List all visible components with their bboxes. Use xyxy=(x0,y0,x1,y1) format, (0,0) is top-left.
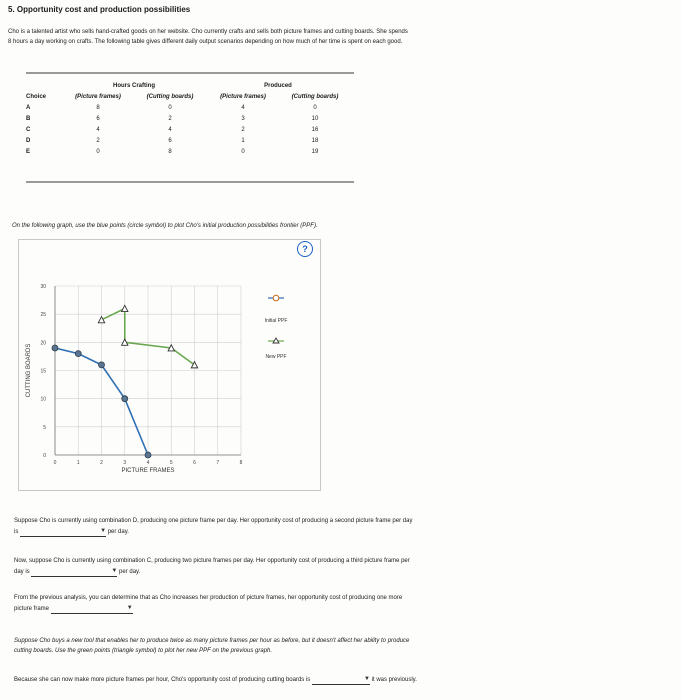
y-tick-label: 25 xyxy=(40,312,46,319)
y-tick-label: 15 xyxy=(40,368,46,375)
question-1-suffix: per day. xyxy=(107,529,129,535)
initial-ppf-point[interactable] xyxy=(52,345,58,351)
table-row xyxy=(26,135,350,146)
cell-hours-boards: 0 xyxy=(168,104,172,111)
question-4-line-1: Suppose Cho buys a new tool that enables her to produce twice as many picture frames per hour as before, but it doesn't affect her ability to produce xyxy=(14,638,410,644)
question-2-text: Now, suppose Cho is currently using combination C, producing two picture frames per day. Her opportunity cost of producing a third picture frame per xyxy=(14,558,410,564)
cell-produced-frames: 0 xyxy=(241,148,245,155)
cell-hours-frames: 0 xyxy=(96,148,100,155)
dropdown-arrow-icon: ▼ xyxy=(364,676,370,682)
legend-new-label: New PPF xyxy=(265,354,287,360)
page-title: 5. Opportunity cost and production possibilities xyxy=(8,5,191,14)
cell-produced-frames: 3 xyxy=(241,115,245,122)
header-produced-frames: (Picture frames) xyxy=(220,93,266,100)
new-ppf-point[interactable] xyxy=(122,305,128,311)
question-5-suffix: it was previously. xyxy=(371,677,417,683)
y-tick-label: 5 xyxy=(43,424,46,431)
question-1 xyxy=(14,516,534,537)
question-5-text: Because she can now make more picture frames per hour, Cho's opportunity cost of producing cutting boards is xyxy=(14,677,311,683)
ppf-graph xyxy=(18,239,319,489)
table-bottom-rule xyxy=(26,181,354,183)
table-top-rule xyxy=(26,72,354,74)
cell-produced-frames: 2 xyxy=(241,126,245,133)
legend-initial-circle-icon[interactable] xyxy=(273,295,279,301)
cell-choice: A xyxy=(26,104,31,111)
graph-legend[interactable] xyxy=(265,295,288,360)
graph-instructions: On the following graph, use the blue points (circle symbol) to plot Cho's initial production possibilities frontier (PPF). xyxy=(12,223,318,229)
cell-produced-boards: 0 xyxy=(313,104,317,111)
question-2-prefix: day is xyxy=(14,569,30,575)
cell-choice: D xyxy=(26,137,31,144)
cell-produced-frames: 1 xyxy=(241,137,245,144)
header-hours-boards: (Cutting boards) xyxy=(146,93,194,100)
y-axis-label: CUTTING BOARDS xyxy=(26,343,32,398)
question-3 xyxy=(14,593,534,614)
cell-choice: C xyxy=(26,126,31,133)
cell-produced-boards: 10 xyxy=(311,115,319,122)
x-tick-label: 6 xyxy=(193,460,196,466)
question-5 xyxy=(14,674,634,685)
x-tick-label: 0 xyxy=(53,460,57,466)
cell-hours-boards: 2 xyxy=(168,115,172,122)
cell-choice: B xyxy=(26,115,31,122)
question-1-text: Suppose Cho is currently using combination D, producing one picture frame per day. Her opportunity cost of producing a second picture frame per day xyxy=(14,518,413,524)
table-col-header xyxy=(26,91,350,102)
cell-produced-boards: 19 xyxy=(311,148,319,155)
question-4-line-2: cutting boards. Use the green points (triangle symbol) to plot her new PPF on the previous graph. xyxy=(14,648,273,654)
cell-hours-boards: 6 xyxy=(168,137,172,144)
intro-line-2: 8 hours a day working on crafts. The following table gives different daily output scenarios depending on how much of her time is spent on each good. xyxy=(8,39,403,45)
help-button[interactable]: ? xyxy=(297,241,313,257)
question-3-prefix: picture frame xyxy=(14,606,50,612)
cell-choice: E xyxy=(26,148,31,155)
header-produced: Produced xyxy=(264,82,292,89)
intro-text xyxy=(8,27,528,47)
new-ppf-point[interactable] xyxy=(98,317,104,323)
y-tick-label: 0 xyxy=(43,453,46,459)
x-tick-label: 8 xyxy=(239,460,243,466)
cell-produced-boards: 16 xyxy=(311,126,319,133)
question-3-line xyxy=(14,603,534,614)
x-tick-label: 3 xyxy=(123,460,127,466)
question-2-suffix: per day. xyxy=(119,569,141,575)
cell-hours-frames: 4 xyxy=(96,126,100,133)
question-2-line xyxy=(14,566,534,577)
q2-dropdown[interactable] xyxy=(31,566,117,577)
y-tick-label: 20 xyxy=(40,340,46,347)
header-produced-boards: (Cutting boards) xyxy=(291,93,339,100)
intro-line-1: Cho is a talented artist who sells hand-crafted goods on her website. Cho currently crafts and sells both picture frames and cutting boards. She spends xyxy=(8,29,408,35)
cell-hours-frames: 6 xyxy=(96,115,100,122)
x-axis-label: PICTURE FRAMES xyxy=(121,468,175,474)
x-tick-label: 2 xyxy=(100,460,103,466)
dropdown-arrow-icon: ▼ xyxy=(100,528,107,534)
header-hours-frames: (Picture frames) xyxy=(75,93,121,100)
initial-ppf-point[interactable] xyxy=(122,396,128,402)
initial-ppf-point[interactable] xyxy=(145,452,151,458)
cell-produced-frames: 4 xyxy=(241,104,245,111)
question-1-prefix: is xyxy=(14,529,19,535)
q3-dropdown[interactable] xyxy=(51,603,133,614)
x-tick-label: 1 xyxy=(76,460,80,466)
q5-dropdown[interactable] xyxy=(312,674,370,685)
y-tick-label: 10 xyxy=(40,396,46,403)
initial-ppf-point[interactable] xyxy=(75,351,81,357)
legend-initial-label: Initial PPF xyxy=(264,318,288,324)
cell-hours-frames: 8 xyxy=(96,104,100,111)
table-row xyxy=(26,124,350,135)
question-4 xyxy=(14,636,534,656)
table-group-header xyxy=(26,80,350,91)
y-tick-label: 30 xyxy=(40,284,46,290)
x-tick-label: 7 xyxy=(216,460,220,466)
question-3-text: From the previous analysis, you can determine that as Cho increases her production of picture frames, her opportunity cost of producing one more xyxy=(14,595,403,601)
q1-dropdown[interactable] xyxy=(20,526,106,537)
dropdown-arrow-icon: ▼ xyxy=(111,568,118,574)
x-tick-label: 4 xyxy=(146,460,150,466)
production-table xyxy=(26,80,350,157)
question-2 xyxy=(14,556,534,577)
graph-axes xyxy=(26,284,243,474)
header-choice: Choice xyxy=(26,93,47,100)
cell-hours-frames: 2 xyxy=(96,137,100,144)
dropdown-arrow-icon: ▼ xyxy=(126,605,133,611)
header-hours-crafting: Hours Crafting xyxy=(113,82,155,89)
cell-hours-boards: 4 xyxy=(168,126,172,133)
table-row xyxy=(26,146,350,157)
cell-hours-boards: 8 xyxy=(168,148,172,155)
cell-produced-boards: 18 xyxy=(311,137,319,144)
question-1-line xyxy=(14,526,534,537)
table-row xyxy=(26,113,350,124)
x-tick-label: 5 xyxy=(169,460,173,466)
table-row xyxy=(26,102,350,113)
initial-ppf-point[interactable] xyxy=(99,362,105,368)
